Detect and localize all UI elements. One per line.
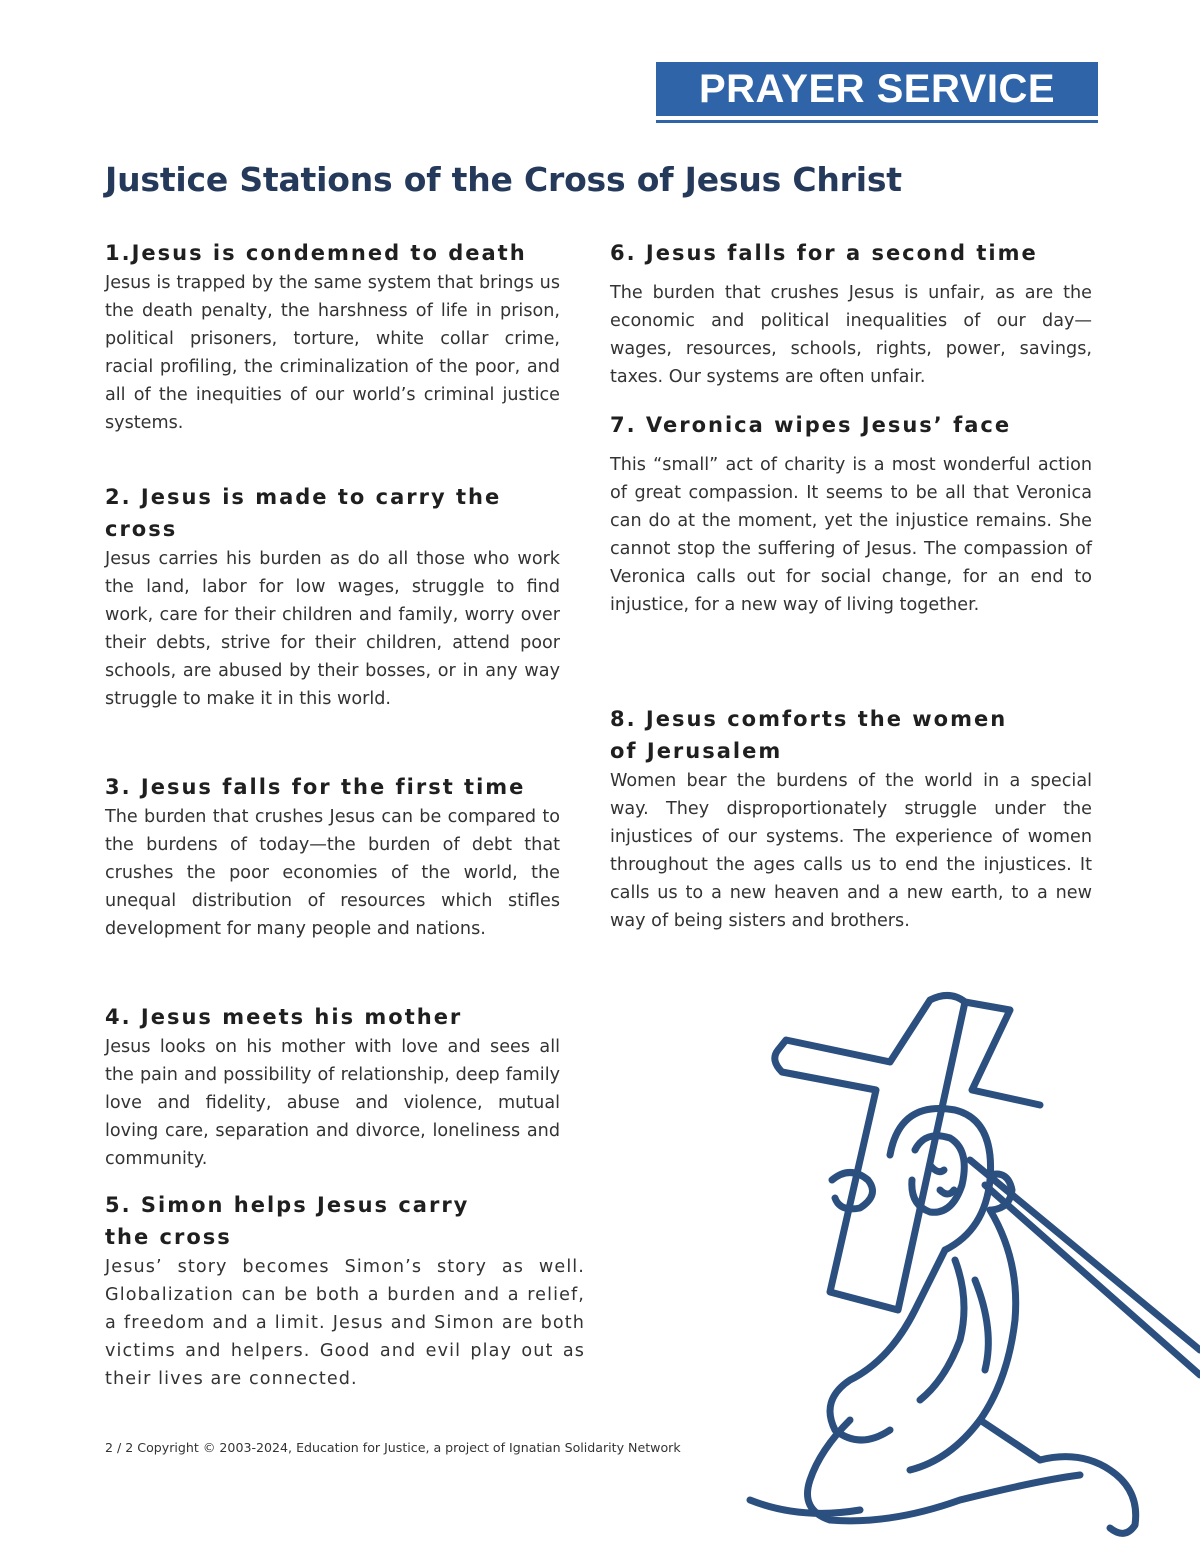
station-heading: 2. Jesus is made to carry the cross <box>105 485 502 541</box>
station-4 <box>105 1001 560 1173</box>
station-5 <box>105 1189 585 1393</box>
station-text: Jesus carries his burden as do all those who work the land, labor for low wages, struggle to find work, care for their children and family, worry over their debts, strive for their children, attend poor schools, are abused by their bosses, or in any way struggle to make it in this world. <box>105 549 560 709</box>
station-text: The burden that crushes Jesus is unfair, as are the economic and political inequalities of our day— wages, resources, schools, rights, power, savings, taxes. Our systems are often unfair. <box>610 283 1092 387</box>
station-text: Jesus looks on his mother with love and sees all the pain and possibility of relationship, deep family love and fidelity, abuse and violence, mutual loving care, separation and divorce, loneliness and community. <box>105 1037 560 1169</box>
footer-copyright: 2 / 2 Copyright © 2003-2024, Education for Justice, a project of Ignatian Solidarity Network <box>105 1440 681 1455</box>
banner-label: PRAYER SERVICE <box>698 67 1056 111</box>
station-heading: 8. Jesus comforts the women of Jerusalem <box>610 707 1008 763</box>
station-2 <box>105 481 560 713</box>
station-text: Women bear the burdens of the world in a special way. They disproportionately struggle under the injustices of our systems. The experience of women throughout the ages calls us to end the injustices. It calls us to a new heaven and a new earth, to a new way of being sisters and brothers. <box>610 771 1092 931</box>
station-text: This “small” act of charity is a most wonderful action of great compassion. It seems to be all that Veronica can do at the moment, yet the injustice remains. She cannot stop the suffering of Jesus. The compassion of Veronica calls out for social change, for an end to injustice, for a new way of living together. <box>610 455 1092 615</box>
jesus-carrying-cross-line-art-icon <box>740 980 1200 1540</box>
station-1 <box>105 237 560 437</box>
station-text: Jesus’ story becomes Simon’s story as well. Globalization can be both a burden and a relief, a freedom and a limit. Jesus and Simon are both victims and helpers. Good and evil play out as their lives are connected. <box>105 1257 585 1389</box>
station-6 <box>610 237 1092 391</box>
station-text: Jesus is trapped by the same system that brings us the death penalty, the harshness of life in prison, political prisoners, torture, white collar crime, racial profiling, the criminalization of the poor, and all of the inequities of our world’s criminal justice systems. <box>105 273 560 433</box>
station-heading: 5. Simon helps Jesus carry the cross <box>105 1193 470 1249</box>
section-banner <box>656 62 1098 116</box>
station-heading: 1.Jesus is condemned to death <box>105 241 527 265</box>
page-title: Justice Stations of the Cross of Jesus Christ <box>105 160 902 199</box>
station-heading: 4. Jesus meets his mother <box>105 1005 463 1029</box>
station-8 <box>610 703 1092 935</box>
station-7 <box>610 409 1092 619</box>
station-heading: 3. Jesus falls for the first time <box>105 775 526 799</box>
station-heading: 6. Jesus falls for a second time <box>610 241 1038 265</box>
station-3 <box>105 771 560 943</box>
banner-underline <box>656 120 1098 123</box>
station-heading: 7. Veronica wipes Jesus’ face <box>610 413 1012 437</box>
station-text: The burden that crushes Jesus can be compared to the burdens of today—the burden of debt that crushes the poor economies of the world, the unequal distribution of resources which stifles development for many people and nations. <box>105 807 560 939</box>
